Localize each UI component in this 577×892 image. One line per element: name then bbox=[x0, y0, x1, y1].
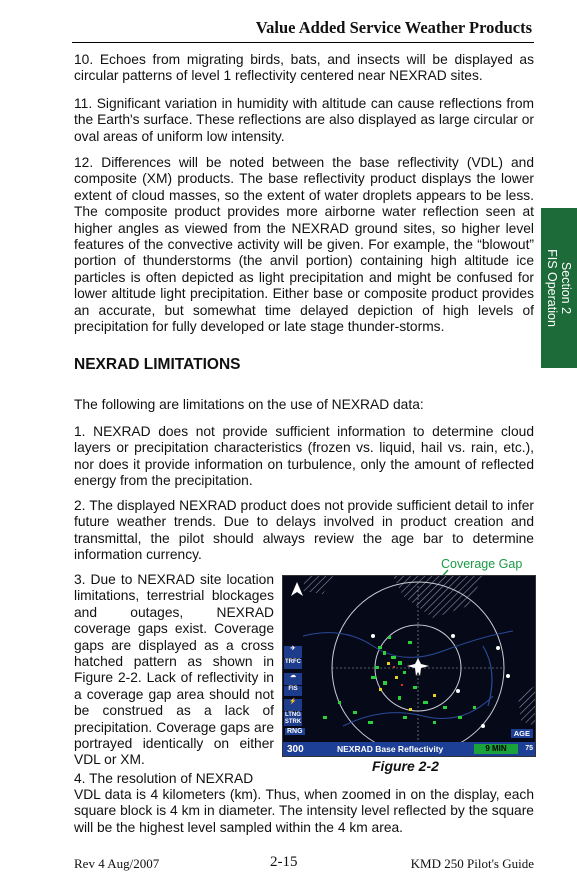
header-title: Value Added Service Weather Products bbox=[255, 18, 532, 37]
age-right-value: 75 bbox=[525, 745, 533, 752]
section-heading: NEXRAD LIMITATIONS bbox=[74, 356, 241, 373]
limitation-1: 1. NEXRAD does not provide sufficient information to determine cloud layers or precipitation characteristics (frozen vs. liquid, hail vs. rain, etc.), nor does it provide information on turbulence, only the amount of reflected energy from the precipitation. bbox=[74, 424, 534, 489]
age-label: AGE bbox=[511, 729, 533, 738]
side-button-fis[interactable]: FIS bbox=[284, 686, 302, 696]
age-value: 9 MIN bbox=[474, 744, 518, 754]
paragraph-10: 10. Echoes from migrating birds, bats, and insects will be displayed as circular patterns of level 1 reflectivity centered near NEXRAD sites. bbox=[74, 52, 534, 84]
footer-guide-title: KMD 250 Pilot's Guide bbox=[410, 856, 534, 871]
product-label: NEXRAD Base Reflectivity bbox=[337, 744, 444, 754]
section-tab-line2: FIS Operation bbox=[545, 249, 559, 327]
paragraph-11: 11. Significant variation in humidity with altitude can cause reflections from the Earth's surface. These reflections are also displayed as large circular or oval areas of uniform low intensity. bbox=[74, 96, 534, 144]
range-label: RNG bbox=[287, 728, 303, 735]
limitation-4-rest: VDL data is 4 kilometers (km). Thus, when zoomed in on the display, each square block is 4 km in diameter. The intensity level reflected by the square will be the highest level sampled within the 4 km area. bbox=[74, 787, 534, 835]
radar-map bbox=[283, 576, 535, 756]
section-tab bbox=[541, 208, 577, 368]
status-bar bbox=[283, 728, 535, 756]
coverage-gap-callout: Coverage Gap bbox=[441, 557, 523, 571]
side-button-cloud-icon[interactable]: ☁ bbox=[284, 673, 302, 685]
limitation-3: 3. Due to NEXRAD site location limitations, terrestrial blockages and outages, NEXRAD coverage gaps exist. Coverage gaps are displayed as a cross hatched pattern as shown in Figure 2-2. Lack of reflectivity in a coverage gap area should not be construed as a lack of precipitation. Coverage gaps are portrayed identically on either VDL or XM. bbox=[74, 572, 274, 768]
range-value[interactable]: 300 bbox=[287, 744, 304, 755]
footer-revision: Rev 4 Aug/2007 bbox=[74, 856, 160, 871]
side-button-lightning-icon[interactable]: ⚡ bbox=[284, 699, 302, 711]
figure-caption: Figure 2-2 bbox=[372, 758, 439, 774]
side-button-lightning-strike[interactable]: LTNG STRK bbox=[284, 712, 302, 725]
paragraph-12: 12. Differences will be noted between the base reflectivity (VDL) and composite (XM) products. The base reflectivity product displays the lower extent of cloud masses, so the extent of water droplets appears to be less. The composite product provides more airborne water reflection seen at higher angles as viewed from the NEXRAD ground sites, so higher level features of the convective activity will be given. For example, the “blowout” portion of thunderstorms (the anvil portion) containing high altitude ice particles is often depicted as light precipitation and might be confused for lower altitude light precipitation. Either base or composite product provides an accurate, but somewhat time delayed depiction of high levels of precipitation for fully developed or late stage thunder-storms. bbox=[74, 155, 534, 335]
intro-text: The following are limitations on the use of NEXRAD data: bbox=[74, 397, 424, 412]
footer-page-number: 2-15 bbox=[270, 854, 298, 870]
limitation-2: 2. The displayed NEXRAD product does not provide sufficient detail to infer future weather trends. Due to delays involved in product creation and transmittal, the pilot should always review the age bar to determine information currency. bbox=[74, 498, 534, 563]
page-header bbox=[72, 14, 534, 43]
limitation-4-start: 4. The resolution of NEXRAD bbox=[74, 771, 254, 786]
section-tab-text bbox=[545, 249, 573, 327]
side-button-home[interactable]: ✈ bbox=[284, 646, 302, 658]
nexrad-display bbox=[282, 575, 536, 757]
side-button-traffic[interactable]: TRFC bbox=[284, 659, 302, 669]
section-tab-line1: Section 2 bbox=[559, 261, 573, 315]
